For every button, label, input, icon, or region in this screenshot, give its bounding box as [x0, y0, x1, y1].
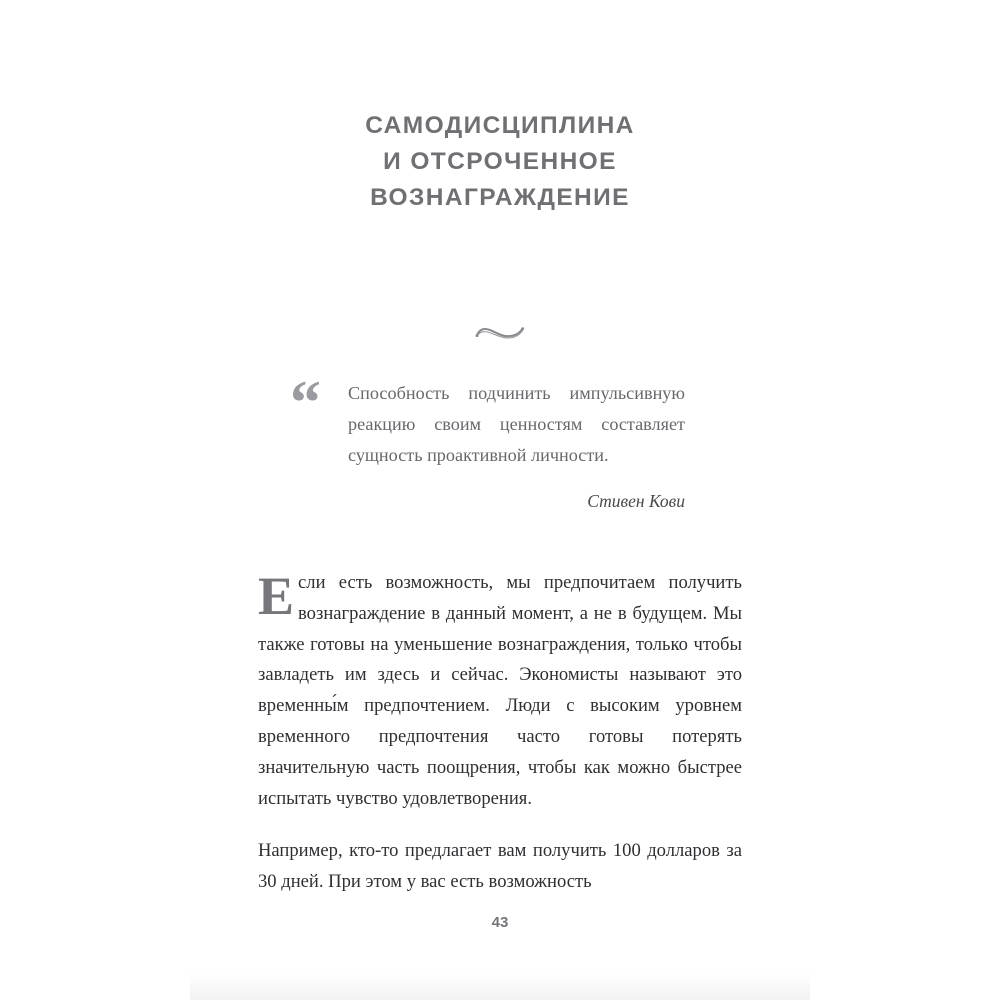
swash-flourish-icon [0, 322, 1000, 342]
quote-attribution: Стивен Кови [587, 491, 685, 511]
page-number: 43 [491, 914, 509, 931]
page-title-line-2: И ОТСРОЧЕННОЕ [383, 148, 617, 175]
paragraph-2-text: Например, кто-то предлагает вам получить 100 долларов за 30 дней. При этом у вас есть возможность [258, 840, 742, 893]
drop-cap: Е [258, 566, 295, 626]
quote-mark-icon: “ [290, 369, 320, 437]
page-title [230, 108, 770, 216]
page-edge-shadow [190, 966, 810, 1000]
body-text [258, 568, 742, 898]
quote-text: Способность подчинить импульсивную реакцию своим ценностям составляет сущность проактивной личности. [348, 383, 685, 465]
page-title-line-1: САМОДИСЦИПЛИНА [365, 112, 635, 139]
pull-quote [290, 369, 690, 512]
paragraph-1 [258, 568, 742, 814]
paragraph-1-text: сли есть возможность, мы предпочитаем получить вознаграждение в данный момент, а не в будущем. Мы также готовы на уменьшение вознаграждения, только чтобы завладеть им здесь и сейчас. Экономисты называют это временны́м предпочтением. Люди с высоким уровнем временного предпочтения часто готовы потерять значительную часть поощрения, чтобы как можно быстрее испытать чувство удовлетворения. [258, 572, 742, 809]
page-title-line-3: ВОЗНАГРАЖДЕНИЕ [370, 184, 630, 211]
paragraph-2 [258, 836, 742, 898]
